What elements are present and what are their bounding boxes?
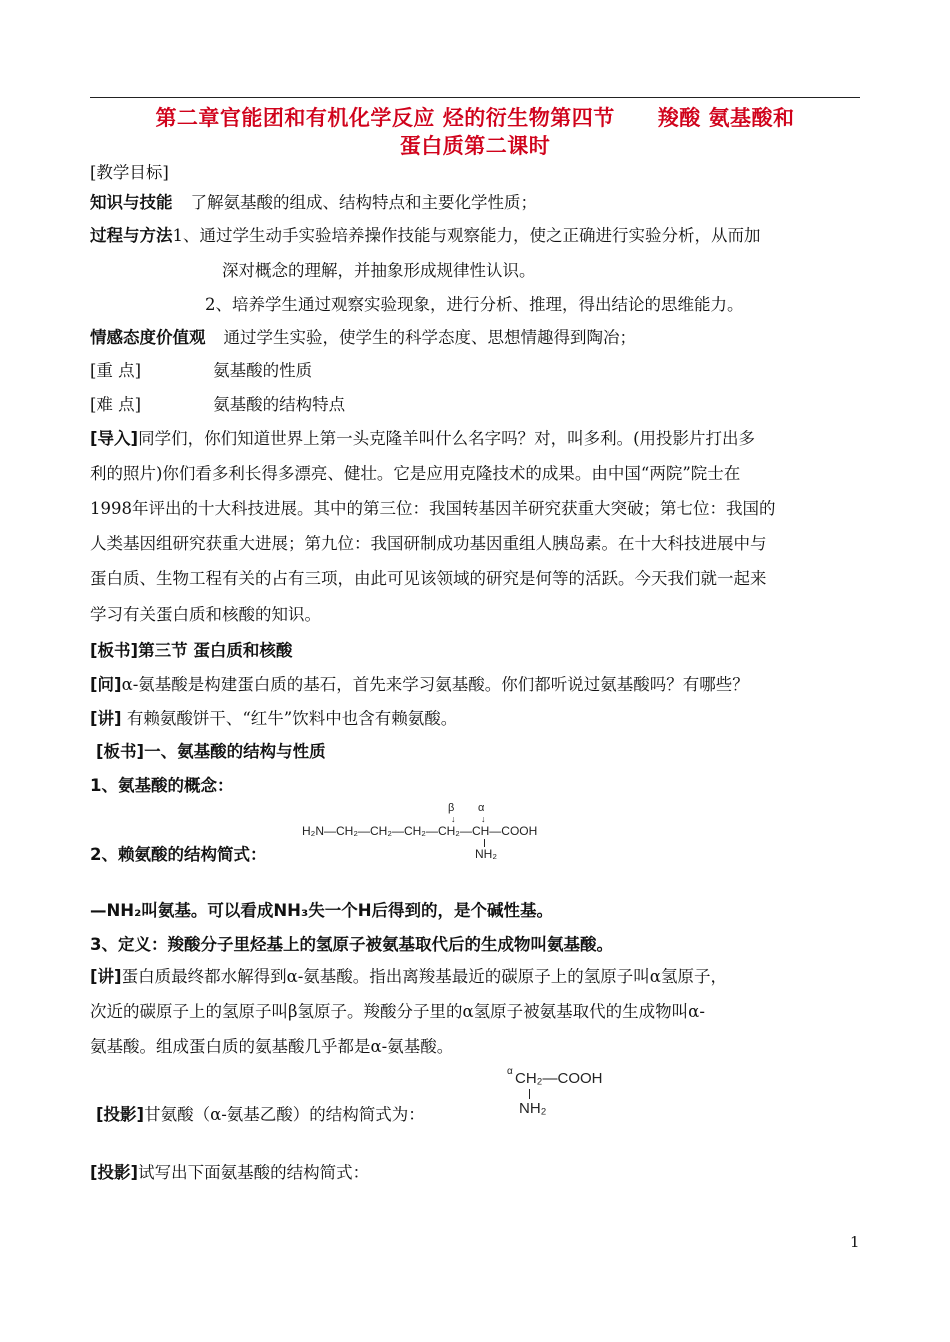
board-section-3: [板书]第三节 蛋白质和核酸 bbox=[90, 641, 293, 660]
talk-text-1: 有赖氨酸饼干、“红牛”饮料中也含有赖氨酸。 bbox=[126, 709, 458, 728]
glycine-alpha-marker: α bbox=[507, 1066, 513, 1077]
intro-line-6: 学习有关蛋白质和核酸的知识。 bbox=[90, 605, 321, 624]
ask-line bbox=[90, 673, 749, 697]
concept-heading: 1、氨基酸的概念： bbox=[90, 776, 234, 795]
definition-line: 3、定义：羧酸分子里烃基上的氢原子被氨基取代后的生成物叫氨基酸。 bbox=[90, 935, 613, 954]
emotion-label: 情感态度价值观 bbox=[90, 328, 206, 347]
process-text-1b: 深对概念的理解，并抽象形成规律性认识。 bbox=[222, 261, 536, 280]
talk-label-1: [讲] bbox=[90, 709, 122, 728]
projection-text-2: 试写出下面氨基酸的结构简式： bbox=[138, 1163, 370, 1182]
intro-line-5: 蛋白质、生物工程有关的占有三项，由此可见该领域的研究是何等的活跃。今天我们就一起来 bbox=[90, 569, 767, 588]
projection-text-1: 甘氨酸（α-氨基乙酸）的结构简式为： bbox=[144, 1105, 425, 1124]
emotion-line bbox=[90, 326, 636, 350]
board-structure-heading: [板书]一、氨基酸的结构与性质 bbox=[96, 742, 326, 761]
intro-label: [导入] bbox=[90, 429, 139, 448]
glycine-bond-line bbox=[529, 1089, 530, 1099]
objectives-heading: [教学目标] bbox=[90, 163, 169, 182]
glycine-main-chain: CH₂—COOH bbox=[515, 1070, 603, 1087]
process-label: 过程与方法 bbox=[90, 226, 173, 245]
difficulty-label: [难 点] bbox=[90, 395, 142, 414]
talk-line-2a bbox=[90, 965, 727, 989]
amino-group-note: —NH₂叫氨基。可以看成NH₃失一个H后得到的，是个碱性基。 bbox=[90, 901, 553, 920]
glycine-structure-formula bbox=[505, 1064, 645, 1124]
intro-line-2: 利的照片)你们看多利长得多漂亮、健壮。它是应用克隆技术的成果。由中国“两院”院士在 bbox=[90, 464, 741, 483]
document-title bbox=[90, 104, 860, 160]
key-point-label: [重 点] bbox=[90, 361, 142, 380]
intro-text-1: 同学们，你们知道世界上第一头克隆羊叫什么名字吗？对，叫多利。(用投影片打出多 bbox=[138, 429, 756, 448]
knowledge-line bbox=[90, 191, 537, 215]
projection-label-2: [投影] bbox=[90, 1163, 139, 1182]
projection-label-1: [投影] bbox=[96, 1105, 145, 1124]
key-point-text: 氨基酸的性质 bbox=[213, 361, 313, 380]
process-line-1 bbox=[90, 224, 761, 248]
alpha-arrow-icon: ↓ bbox=[481, 814, 486, 824]
title-line-2: 蛋白质第二课时 bbox=[399, 134, 551, 158]
difficulty-line bbox=[90, 393, 345, 417]
ask-text: α-氨基酸是构建蛋白质的基石，首先来学习氨基酸。你们都听说过氨基酸吗？有哪些？ bbox=[121, 675, 749, 694]
knowledge-label: 知识与技能 bbox=[90, 193, 173, 212]
lysine-amino-group: NH₂ bbox=[475, 847, 497, 861]
difficulty-text: 氨基酸的结构特点 bbox=[213, 395, 346, 414]
beta-arrow-icon: ↓ bbox=[451, 814, 456, 824]
alpha-marker: α bbox=[478, 802, 485, 814]
talk-line-2c: 氨基酸。组成蛋白质的氨基酸几乎都是α-氨基酸。 bbox=[90, 1037, 454, 1056]
knowledge-text: 了解氨基酸的组成、结构特点和主要化学性质； bbox=[190, 193, 537, 212]
talk-line-2b: 次近的碳原子上的氢原子叫β氢原子。羧酸分子里的α氢原子被氨基取代的生成物叫α- bbox=[90, 1002, 705, 1021]
lysine-heading: 2、赖氨酸的结构简式： bbox=[90, 845, 267, 864]
emotion-text: 通过学生实验，使学生的科学态度、思想情趣得到陶冶； bbox=[223, 328, 636, 347]
lysine-main-chain: H₂N—CH₂—CH₂—CH₂—CH₂—CH—COOH bbox=[302, 824, 538, 838]
process-text-2: 2、培养学生通过观察实验现象，进行分析、推理，得出结论的思维能力。 bbox=[205, 295, 744, 314]
ask-label: [问] bbox=[90, 675, 122, 694]
talk-text-2a: 蛋白质最终都水解得到α-氨基酸。指出离羧基最近的碳原子上的氢原子叫α氢原子， bbox=[121, 967, 727, 986]
title-line-1: 第二章官能团和有机化学反应 烃的衍生物第四节 羧酸 氨基酸和 bbox=[155, 106, 795, 130]
talk-line-1 bbox=[90, 707, 457, 731]
key-point-line bbox=[90, 359, 312, 383]
intro-line-1 bbox=[90, 427, 755, 451]
page-number: 1 bbox=[850, 1233, 860, 1251]
beta-marker: β bbox=[448, 802, 455, 814]
process-text-1a: 1、通过学生动手实验培养操作技能与观察能力，使之正确进行实验分析，从而加 bbox=[172, 226, 761, 245]
projection-line-1 bbox=[96, 1103, 425, 1127]
projection-line-2 bbox=[90, 1161, 369, 1185]
lysine-bond-line bbox=[484, 839, 485, 847]
glycine-amino-group: NH₂ bbox=[519, 1100, 547, 1117]
intro-line-3: 1998年评出的十大科技进展。其中的第三位：我国转基因羊研究获重大突破；第七位：我国的 bbox=[90, 499, 776, 518]
intro-line-4: 人类基因组研究获重大进展；第九位：我国研制成功基因重组人胰岛素。在十大科技进展中与 bbox=[90, 534, 767, 553]
talk-label-2: [讲] bbox=[90, 967, 122, 986]
lysine-structure-formula bbox=[300, 802, 550, 864]
header-rule bbox=[90, 97, 860, 98]
